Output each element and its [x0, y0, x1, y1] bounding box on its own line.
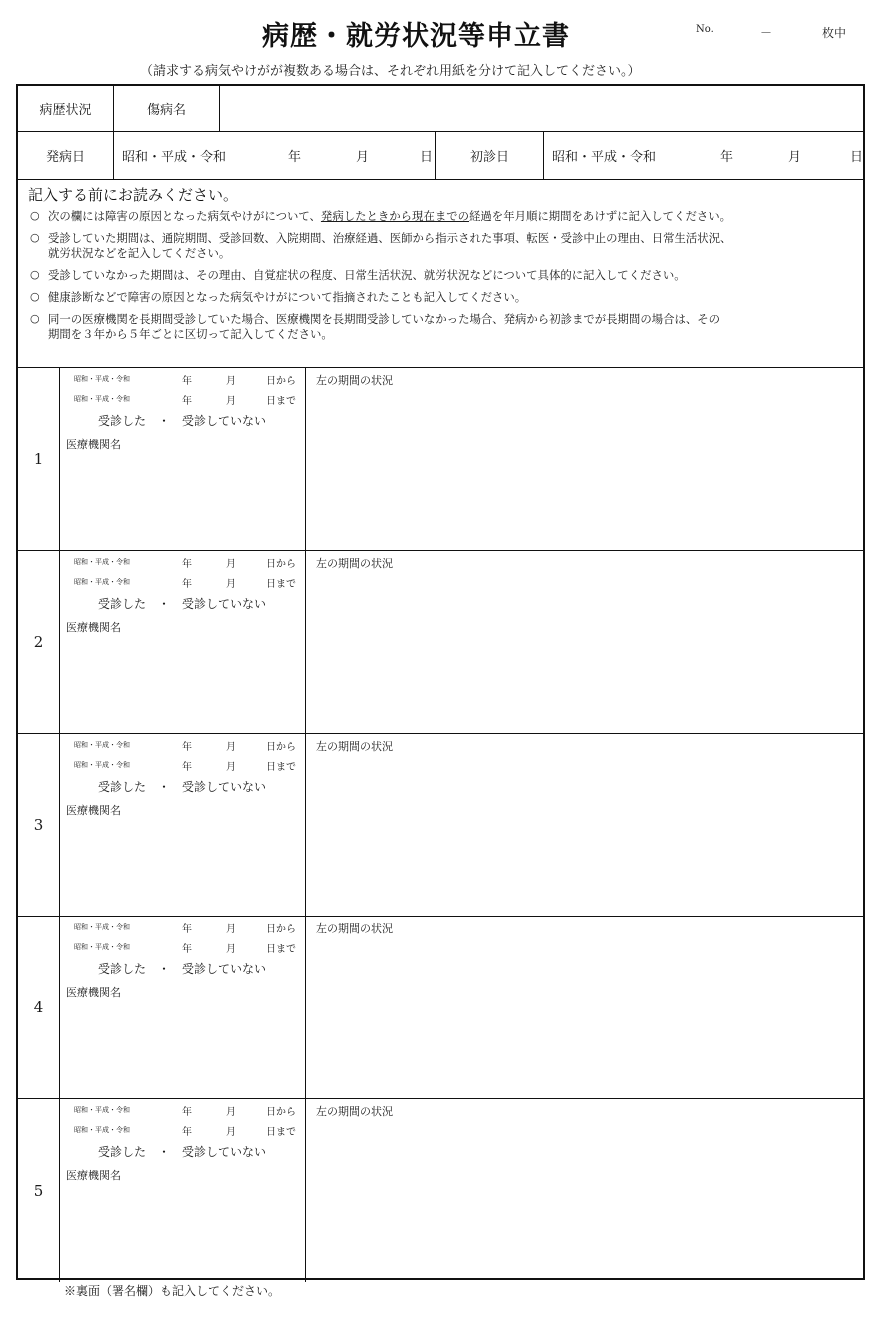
onset-year-unit: 年: [288, 150, 302, 165]
period-status-label: 左の期間の状況: [316, 557, 393, 570]
visited-options[interactable]: 受診した ・ 受診していない: [98, 414, 267, 428]
clinic-name-label: 医療機関名: [66, 986, 121, 999]
instruction-text: 健康診断などで障害の原因となった病気やけがについて指摘されたことも記入してください。: [48, 290, 527, 304]
doc-number-suffix: 枚中: [822, 26, 847, 40]
bullet-icon: ○: [30, 231, 40, 244]
instruction-text: 次の欄には障害の原因となった病気やけがについて、: [48, 209, 321, 223]
application-form: [16, 84, 865, 1280]
visited-options[interactable]: 受診した ・ 受診していない: [98, 780, 267, 794]
period-status-field[interactable]: [306, 1099, 863, 1282]
from-suffix: 日から: [266, 376, 296, 387]
year-unit: 年: [182, 396, 192, 407]
period-details[interactable]: [60, 368, 306, 550]
year-unit: 年: [182, 762, 192, 773]
visited-options[interactable]: 受診した ・ 受診していない: [98, 1145, 267, 1159]
period-block: [18, 916, 863, 1099]
period-block: [18, 734, 863, 917]
era-options: 昭和・平成・令和: [74, 741, 130, 749]
period-from-line: [60, 370, 306, 388]
period-status-label: 左の期間の状況: [316, 374, 393, 387]
from-suffix: 日から: [266, 559, 296, 570]
month-unit: 月: [226, 579, 236, 590]
form-subtitle: （請求する病気やけがが複数ある場合は、それぞれ用紙を分けて記入してください。）: [140, 64, 641, 79]
instruction-item-3: [30, 264, 863, 286]
first-visit-day-unit: 日: [850, 150, 864, 165]
period-details[interactable]: [60, 551, 306, 733]
period-block: [18, 551, 863, 734]
first-visit-era-options: 昭和・平成・令和: [552, 150, 657, 165]
era-options: 昭和・平成・令和: [74, 395, 130, 403]
onset-day-unit: 日: [420, 150, 434, 165]
period-status-label: 左の期間の状況: [316, 1105, 393, 1118]
period-block: [18, 1099, 863, 1282]
to-suffix: 日まで: [266, 944, 296, 955]
era-options: 昭和・平成・令和: [74, 1106, 130, 1114]
period-to-line: [60, 1121, 306, 1139]
to-suffix: 日まで: [266, 396, 296, 407]
year-unit: 年: [182, 579, 192, 590]
period-status-field[interactable]: [306, 551, 863, 733]
bullet-icon: ○: [30, 209, 40, 222]
disease-row: [18, 86, 863, 132]
instruction-item-2: [30, 227, 863, 262]
footnote: ※裏面（署名欄）も記入してください。: [64, 1284, 281, 1298]
history-label: 病歴状況: [18, 86, 114, 131]
period-status-field[interactable]: [306, 916, 863, 1098]
to-suffix: 日まで: [266, 762, 296, 773]
instruction-text: 同一の医療機関を長期間受診していた場合、医療機関を長期間受診していなかった場合、発病から初診までが長期間の場合は、その: [48, 312, 721, 326]
clinic-name-label: 医療機関名: [66, 804, 121, 817]
month-unit: 月: [226, 559, 236, 570]
era-options: 昭和・平成・令和: [74, 1126, 130, 1134]
bullet-icon: ○: [30, 268, 40, 281]
month-unit: 月: [226, 762, 236, 773]
visited-options[interactable]: 受診した ・ 受診していない: [98, 597, 267, 611]
period-from-line: [60, 918, 306, 936]
first-visit-month-unit: 月: [788, 150, 802, 165]
period-from-line: [60, 553, 306, 571]
first-visit-field[interactable]: [544, 132, 863, 179]
instruction-item-4: [30, 286, 863, 308]
month-unit: 月: [226, 944, 236, 955]
from-suffix: 日から: [266, 742, 296, 753]
instruction-text: 受診していなかった期間は、その理由、自覚症状の程度、日常生活状況、就労状況などについて具体的に記入してください。: [48, 268, 686, 282]
period-number: 4: [18, 916, 60, 1098]
period-status-label: 左の期間の状況: [316, 740, 393, 753]
year-unit: 年: [182, 1127, 192, 1138]
to-suffix: 日まで: [266, 579, 296, 590]
era-options: 昭和・平成・令和: [74, 578, 130, 586]
instruction-text: 受診していた期間は、通院期間、受診回数、入院期間、治療経過、医師から指示された事項、転医・受診中止の理由、日常生活状況、: [48, 231, 732, 245]
doc-number-label: No.: [696, 24, 714, 35]
era-options: 昭和・平成・令和: [74, 943, 130, 951]
period-number: 5: [18, 1099, 60, 1282]
month-unit: 月: [226, 1127, 236, 1138]
instruction-text-continued: 期間を３年から５年ごとに区切って記入してください。: [48, 327, 333, 341]
year-unit: 年: [182, 924, 192, 935]
period-status-label: 左の期間の状況: [316, 922, 393, 935]
period-number: 3: [18, 734, 60, 916]
period-details[interactable]: [60, 916, 306, 1098]
from-suffix: 日から: [266, 924, 296, 935]
era-options: 昭和・平成・令和: [74, 761, 130, 769]
period-status-field[interactable]: [306, 734, 863, 916]
form-title: 病歴・就労状況等申立書: [262, 21, 570, 52]
instructions-heading: 記入する前にお読みください。: [28, 186, 239, 204]
onset-date-label: 発病日: [18, 132, 114, 179]
from-suffix: 日から: [266, 1107, 296, 1118]
first-visit-label: 初診日: [436, 132, 544, 179]
year-unit: 年: [182, 559, 192, 570]
clinic-name-label: 医療機関名: [66, 1169, 121, 1182]
instruction-item-5: [30, 308, 863, 343]
period-to-line: [60, 390, 306, 408]
instruction-underline-text: 発病したときから現在までの: [320, 209, 470, 223]
era-options: 昭和・平成・令和: [74, 558, 130, 566]
period-from-line: [60, 1101, 306, 1119]
period-to-line: [60, 756, 306, 774]
month-unit: 月: [226, 396, 236, 407]
to-suffix: 日まで: [266, 1127, 296, 1138]
month-unit: 月: [226, 924, 236, 935]
bullet-icon: ○: [30, 312, 40, 325]
era-options: 昭和・平成・令和: [74, 375, 130, 383]
month-unit: 月: [226, 1107, 236, 1118]
period-details[interactable]: [60, 734, 306, 916]
year-unit: 年: [182, 742, 192, 753]
period-status-field[interactable]: [306, 368, 863, 550]
clinic-name-label: 医療機関名: [66, 438, 121, 451]
month-unit: 月: [226, 376, 236, 387]
clinic-name-label: 医療機関名: [66, 621, 121, 634]
period-from-line: [60, 736, 306, 754]
period-to-line: [60, 573, 306, 591]
doc-number-dash: －: [760, 26, 773, 40]
instruction-item-1: [30, 205, 863, 227]
year-unit: 年: [182, 1107, 192, 1118]
first-visit-year-unit: 年: [720, 150, 734, 165]
onset-date-field[interactable]: [114, 132, 436, 179]
period-number: 2: [18, 551, 60, 733]
disease-name-label: 傷病名: [114, 86, 220, 131]
era-options: 昭和・平成・令和: [74, 923, 130, 931]
instructions: [18, 180, 863, 368]
instruction-text: 経過を年月順に期間をあけずに記入してください。: [469, 209, 732, 223]
period-details[interactable]: [60, 1099, 306, 1282]
year-unit: 年: [182, 944, 192, 955]
instruction-text-continued: 就労状況などを記入してください。: [48, 246, 231, 260]
period-block: [18, 368, 863, 551]
bullet-icon: ○: [30, 290, 40, 303]
year-unit: 年: [182, 376, 192, 387]
period-to-line: [60, 938, 306, 956]
onset-month-unit: 月: [356, 150, 370, 165]
disease-name-field[interactable]: [220, 86, 863, 131]
visited-options[interactable]: 受診した ・ 受診していない: [98, 962, 267, 976]
period-number: 1: [18, 368, 60, 550]
dates-row: [18, 132, 863, 180]
onset-era-options: 昭和・平成・令和: [122, 150, 227, 165]
month-unit: 月: [226, 742, 236, 753]
